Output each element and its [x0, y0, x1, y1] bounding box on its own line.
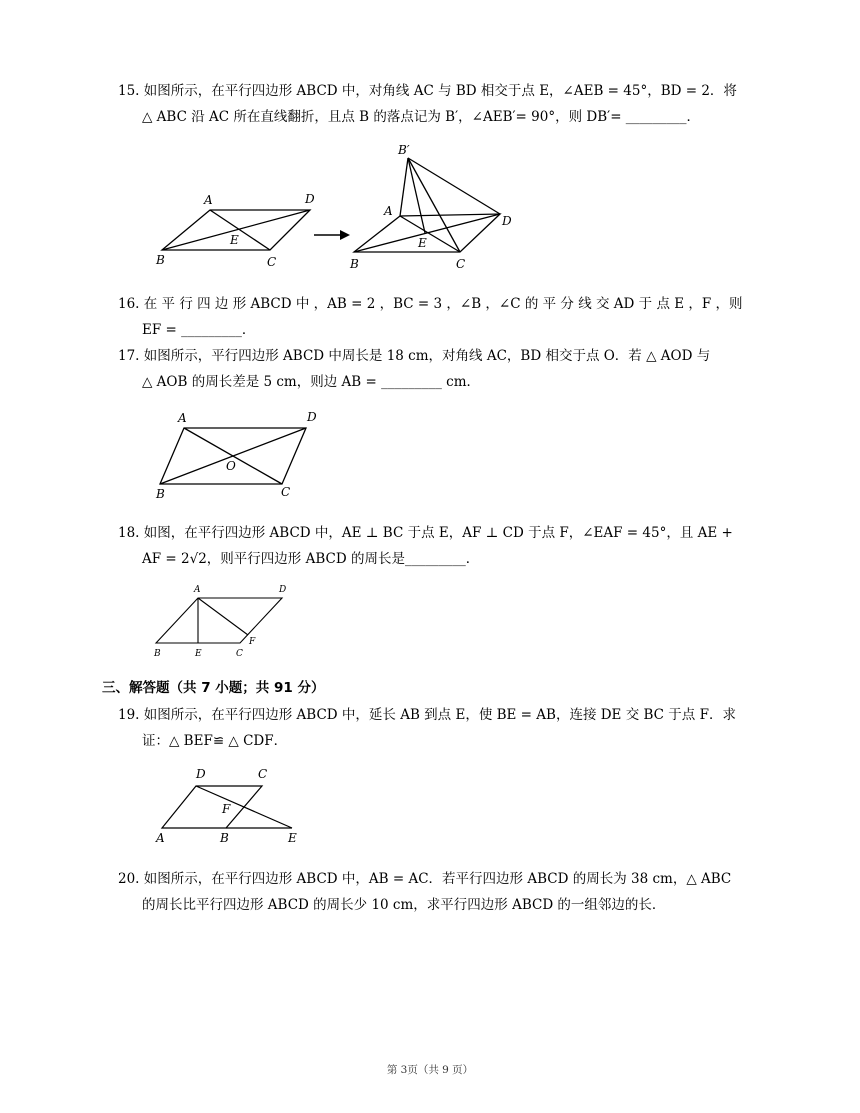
question-15 [118, 78, 762, 130]
q17-label-c: C [281, 485, 291, 499]
q18-label-a: A [194, 585, 201, 595]
q15-left-label-a: A [204, 193, 213, 207]
q15-right-label-e: E [418, 236, 427, 250]
question-18-line-1: 18. 如图，在平行四边形 ABCD 中，AE ⊥ BC 于点 E，AF ⊥ CD 于点 F，∠EAF = 45°，且 AE + [118, 525, 733, 541]
q17-label-d: D [307, 410, 317, 424]
question-17 [118, 343, 762, 395]
question-17-figure [150, 408, 330, 503]
question-16-line-2: EF = _________． [142, 322, 256, 338]
question-19 [118, 702, 762, 754]
q15-right-label-a: A [384, 204, 393, 218]
q18-label-e: E [195, 649, 202, 659]
q18-label-c: C [236, 649, 243, 659]
question-18-line-2: AF = 2√2，则平行四边形 ABCD 的周长是_________． [142, 551, 480, 567]
q17-label-o: O [226, 459, 236, 473]
q19-label-d: D [196, 767, 206, 781]
q19-label-c: C [258, 767, 268, 781]
question-20-line-1: 20. 如图所示，在平行四边形 ABCD 中，AB = AC．若平行四边形 ABCD 的周长为 38 cm，△ ABC [118, 871, 732, 887]
question-19-line-1: 19. 如图所示，在平行四边形 ABCD 中，延长 AB 到点 E，使 BE = AB，连接 DE 交 BC 于点 F．求 [118, 707, 736, 723]
q15-right-label-bprime: B′ [398, 143, 410, 157]
question-18-figure [150, 580, 300, 662]
question-20-line-2: 的周长比平行四边形 ABCD 的周长少 10 cm，求平行四边形 ABCD 的一组邻边的长． [142, 897, 666, 913]
page-footer: 第 3页（共 9 页） [386, 1064, 474, 1076]
question-17-line-2: △ AOB 的周长差是 5 cm，则边 AB = _________ cm． [142, 374, 480, 390]
q15-right-label-b: B [350, 257, 359, 271]
question-19-line-2: 证：△ BEF≌ △ CDF． [142, 733, 288, 749]
q15-left-label-c: C [267, 255, 277, 269]
question-15-line-1: 15. 如图所示，在平行四边形 ABCD 中，对角线 AC 与 BD 相交于点 E，∠AEB = 45°，BD = 2．将 [118, 83, 737, 99]
section-heading: 三、解答题（共 7 小题；共 91 分） [102, 680, 325, 696]
q15-right-label-c: C [456, 257, 466, 271]
question-15-figure [150, 140, 530, 280]
q15-left-label-b: B [156, 253, 165, 267]
q19-label-a: A [156, 831, 165, 845]
q18-label-b: B [154, 649, 161, 659]
q19-label-e: E [288, 831, 297, 845]
q17-label-b: B [156, 487, 165, 501]
arrow-right-icon [314, 230, 350, 240]
q19-label-f: F [222, 802, 231, 816]
question-20 [118, 866, 762, 918]
q18-label-d: D [279, 585, 287, 595]
q15-left-label-d: D [305, 192, 315, 206]
question-16 [118, 291, 762, 343]
question-15-line-2: △ ABC 沿 AC 所在直线翻折，且点 B 的落点记为 B′，∠AEB′= 90°，则 DB′= _________． [142, 109, 701, 125]
q15-left-label-e: E [230, 233, 239, 247]
q15-right-label-d: D [502, 214, 512, 228]
question-17-line-1: 17. 如图所示，平行四边形 ABCD 中周长是 18 cm，对角线 AC，BD 相交于点 O．若 △ AOD 与 [118, 348, 711, 364]
q19-label-b: B [220, 831, 229, 845]
question-18 [118, 520, 762, 572]
question-19-figure [150, 764, 310, 848]
question-16-line-1: 16. 在 平 行 四 边 形 ABCD 中 ，AB = 2 ，BC = 3 ，∠B ，∠C 的 平 分 线 交 AD 于 点 E ，F ，则 [118, 296, 743, 312]
q17-label-a: A [178, 411, 187, 425]
q18-label-f: F [249, 637, 256, 647]
